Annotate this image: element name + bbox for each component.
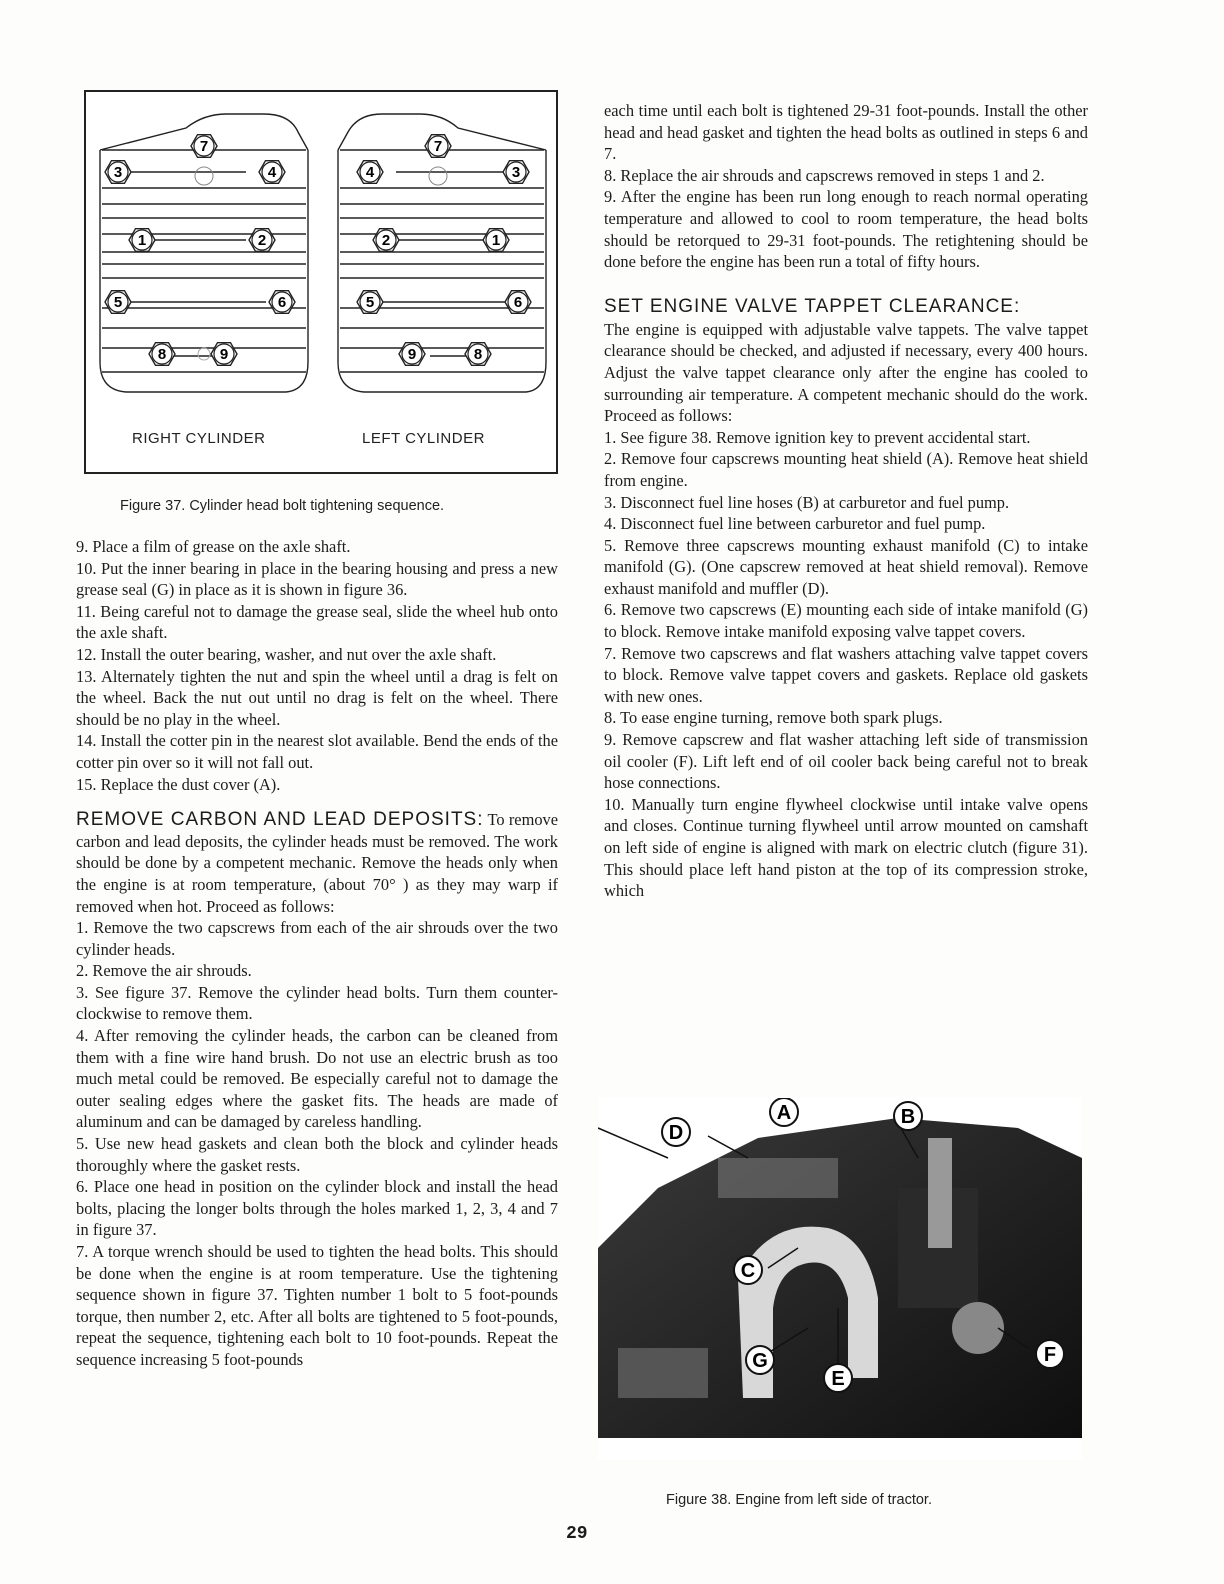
bolt-marker (191, 135, 217, 158)
bolt-number: 1 (491, 232, 501, 249)
bolt-marker (269, 291, 295, 314)
step-paragraph: 5. Remove three capscrews mounting exhaust manifold (C) to intake manifold (G). (One capscrew removed at heat shield removal). Remove exhaust manifold and muffler (D). (604, 535, 1088, 598)
photo-callout (824, 1364, 852, 1392)
bolt-number: 2 (381, 232, 391, 249)
page-number: 29 (566, 1524, 588, 1544)
bolt-marker (105, 291, 131, 314)
step-paragraph: 10. Put the inner bearing in place in the bearing housing and press a new grease seal (G) in place as it is shown in figure 36. (76, 558, 558, 600)
cylinder-head-diagram (86, 92, 556, 472)
wheel-hub-steps (76, 536, 558, 795)
bolt-marker (259, 161, 285, 184)
photo-callout-letter: D (668, 1122, 684, 1144)
bolt-number: 4 (365, 164, 375, 181)
bolt-number: 7 (199, 138, 209, 155)
engine-photo (598, 1098, 1082, 1460)
left-column (76, 536, 558, 1371)
bolt-marker (249, 229, 275, 252)
bolt-number: 3 (113, 164, 123, 181)
bolt-number: 8 (473, 346, 483, 363)
cylinder-head-continuation (604, 100, 1088, 273)
bolt-marker (503, 161, 529, 184)
bolt-marker (483, 229, 509, 252)
photo-callout-letter: F (1043, 1344, 1057, 1366)
bolt-number: 4 (267, 164, 277, 181)
bolt-number: 5 (113, 294, 123, 311)
bolt-number: 3 (511, 164, 521, 181)
bolt-marker (465, 343, 491, 366)
bolt-number: 6 (277, 294, 287, 311)
step-paragraph: 2. Remove four capscrews mounting heat shield (A). Remove heat shield from engine. (604, 449, 1088, 490)
step-paragraph: 9. Place a film of grease on the axle shaft. (76, 537, 351, 556)
bolt-number: 1 (137, 232, 147, 249)
section-heading-carbon: REMOVE CARBON AND LEAD DEPOSITS: (76, 809, 484, 831)
tappet-steps (604, 427, 1088, 902)
photo-callout (894, 1102, 922, 1130)
photo-callout (746, 1346, 774, 1374)
step-paragraph: 11. Being careful not to damage the grease seal, slide the wheel hub onto the axle shaft. (76, 601, 558, 643)
spark-plug-icon (429, 167, 447, 185)
right-cylinder-label: RIGHT CYLINDER (132, 430, 266, 447)
right-column (604, 100, 1088, 902)
bolt-marker (129, 229, 155, 252)
step-paragraph: 7. Remove two capscrews and flat washers attaching valve tappet covers to block. Remove valve tappet covers and gaskets. Replace old gaskets with new ones. (604, 643, 1088, 706)
bolt-number: 8 (157, 346, 167, 363)
bolt-marker (149, 343, 175, 366)
bolt-marker (425, 135, 451, 158)
bolt-marker (105, 161, 131, 184)
figure-38-caption (666, 1492, 932, 1508)
photo-callout-letter: G (752, 1350, 768, 1372)
figure-37-caption-number: Figure 37. (120, 498, 186, 514)
bolt-marker (357, 161, 383, 184)
carbon-intro: To remove carbon and lead deposits, the cylinder heads must be removed. The work should be done by a competent mechanic. Remove the heads only when the engine is at room temperature, (about 70° ) as they may warp if removed when hot. Proceed as follows: (76, 810, 558, 916)
tappet-intro: The engine is equipped with adjustable valve tappets. The valve tappet clearance should be checked, and adjusted if necessary, every 400 hours. Adjust the valve tappet clearance only after the engine has cooled to surrounding air temperature. A competent mechanic should do the work. Proceed as follows: (604, 319, 1088, 426)
bolt-marker (357, 291, 383, 314)
left-cylinder-label: LEFT CYLINDER (362, 430, 485, 447)
photo-callout (734, 1256, 762, 1284)
step-paragraph: 4. Disconnect fuel line between carburetor and fuel pump. (604, 514, 986, 534)
bolt-number: 9 (219, 346, 229, 363)
carbon-section (76, 809, 558, 917)
figure-37 (84, 90, 558, 474)
spark-plug-icon (198, 348, 210, 360)
section-heading-tappet: SET ENGINE VALVE TAPPET CLEARANCE: (604, 295, 1021, 317)
figure-38-photo (598, 1098, 1082, 1460)
bolt-number: 2 (257, 232, 267, 249)
step-paragraph: 14. Install the cotter pin in the nearest slot available. Bend the ends of the cotter pin over so it will not fall out. (76, 731, 558, 772)
step-paragraph: 3. See figure 37. Remove the cylinder head bolts. Turn them counter-clockwise to remove them. (76, 982, 558, 1024)
figure-38-caption-number: Figure 38. (666, 1492, 732, 1508)
step-paragraph: 8. To ease engine turning, remove both spark plugs. (604, 708, 943, 728)
step-paragraph: 6. Place one head in position on the cylinder block and install the head bolts, placing the longer bolts through the holes marked 1, 2, 3, 4 and 7 in figure 37. (76, 1177, 558, 1240)
step-paragraph: 8. Replace the air shrouds and capscrews removed in steps 1 and 2. (604, 165, 1045, 185)
step-paragraph: 6. Remove two capscrews (E) mounting each side of intake manifold (G) to block. Remove intake manifold exposing valve tappet covers. (604, 600, 1088, 642)
step-paragraph: 3. Disconnect fuel line hoses (B) at carburetor and fuel pump. (604, 492, 1010, 512)
photo-callout (770, 1098, 798, 1126)
step-paragraph: 7. A torque wrench should be used to tighten the head bolts. This should be done when the engine is at room temperature. Use the tightening sequence shown in figure 37. Tighten number 1 bolt to 5 foot-pounds torque, then number 2, etc. After all bolts are tightened to 5 foot-pounds, repeat the sequence, tightening each bolt to 10 foot-pounds. Repeat the sequence increasing 5 foot-pounds (76, 1242, 558, 1369)
step-paragraph: 1. See figure 38. Remove ignition key to prevent accidental start. (604, 427, 1031, 447)
bolt-marker (373, 229, 399, 252)
step-paragraph: 4. After removing the cylinder heads, the carbon can be cleaned from them with a fine wire hand brush. Do not use an electric brush as too much metal could be removed. Be especially careful not to damage the outer sealing edges where the gasket fits. The heads are made of aluminum and can be damaged by careless handling. (76, 1026, 558, 1132)
step-paragraph: 15. Replace the dust cover (A). (76, 774, 281, 794)
step-paragraph: 13. Alternately tighten the nut and spin the wheel until a drag is felt on the wheel. Back the nut out until no drag is felt on the wheel. There should be no play in the wheel. (76, 666, 558, 729)
step-paragraph: 1. Remove the two capscrews from each of the air shrouds over the two cylinder heads. (76, 918, 558, 959)
step-paragraph: 9. Remove capscrew and flat washer attaching left side of transmission oil cooler (F). Lift left end of oil cooler back being careful not to break hose connections. (604, 730, 1088, 793)
figure-37-caption (120, 498, 444, 514)
step-paragraph: 5. Use new head gaskets and clean both the block and cylinder heads thoroughly where the gasket rests. (76, 1134, 558, 1175)
bolt-number: 9 (407, 346, 417, 363)
bolt-marker (211, 343, 237, 366)
bolt-marker (505, 291, 531, 314)
carbon-steps (76, 917, 558, 1370)
photo-callout-letter: E (831, 1368, 845, 1390)
bolt-number: 6 (513, 294, 523, 311)
figure-37-caption-text: Cylinder head bolt tightening sequence. (189, 498, 445, 514)
figure-38-caption-text: Engine from left side of tractor. (735, 1492, 932, 1508)
step-paragraph: 12. Install the outer bearing, washer, and nut over the axle shaft. (76, 644, 497, 664)
bolt-number: 7 (433, 138, 443, 155)
photo-callout (1036, 1340, 1064, 1368)
step-paragraph: 9. After the engine has been run long enough to reach normal operating temperature and allowed to cool to room temperature, the head bolts should be retorqued to 29-31 foot-pounds. The retightening should be done before the engine has been run a total of fifty hours. (604, 187, 1088, 272)
step-paragraph: each time until each bolt is tightened 29-31 foot-pounds. Install the other head and head gasket and tighten the head bolts as outlined in steps 6 and 7. (604, 101, 1088, 164)
photo-callout-letter: C (740, 1260, 756, 1282)
bolt-number: 5 (365, 294, 375, 311)
photo-callout-letter: B (900, 1106, 916, 1128)
spark-plug-icon (195, 167, 213, 185)
bolt-marker (399, 343, 425, 366)
step-paragraph: 2. Remove the air shrouds. (76, 961, 252, 981)
photo-callout (662, 1118, 690, 1146)
step-paragraph: 10. Manually turn engine flywheel clockwise until intake valve opens and closes. Continue turning flywheel until arrow mounted on camshaft on left side of engine is aligned with mark on electric clutch (figure 31). This should place left hand piston at the top of its compression stroke, which (604, 794, 1088, 901)
photo-callout-letter: A (776, 1102, 792, 1124)
